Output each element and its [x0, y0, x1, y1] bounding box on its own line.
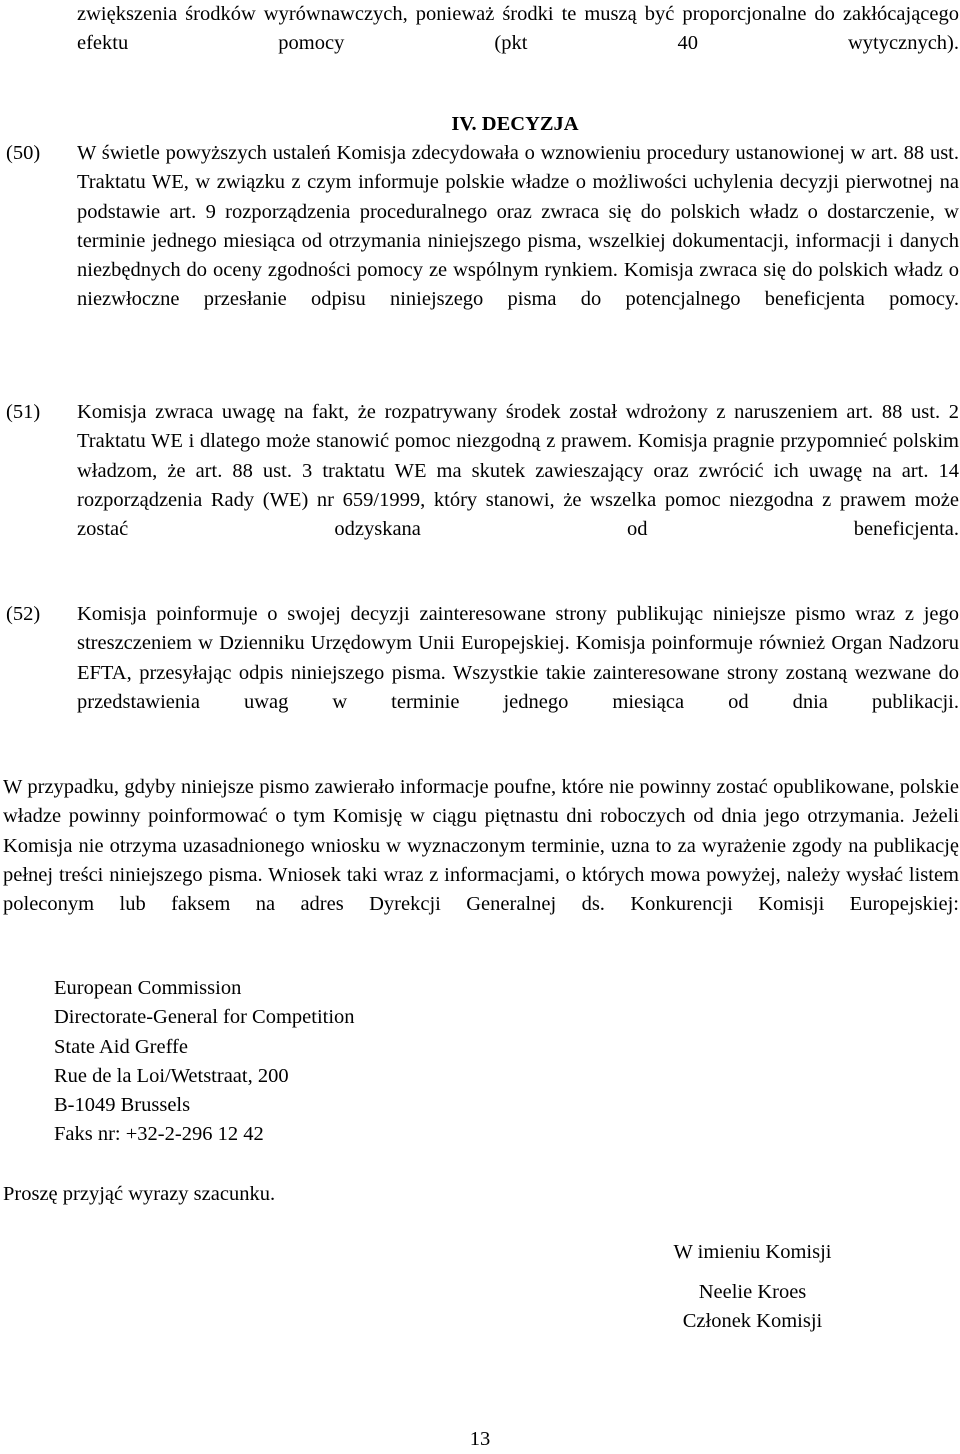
point-number: (51)	[6, 401, 41, 423]
point-text: W świetle powyższych ustaleń Komisja zdecydowała o wznowieniu procedury ustanowionej w art. 88 ust. Traktatu WE, w związku z czym informuje polskie władze o możliwości uchylenia decyzji pierwotnej na podstawie art. 9 rozporządzenia proceduralnego oraz zwraca się do polskich władz o dostarczenie, w terminie jednego miesiąca od otrzymania niniejszego pisma, wszelkiej dokumentacji, informacji i danych niezbędnych do oceny zgodności pomocy ze wspólnym rynkiem. Komisja zwraca się do polskich władz o niezwłoczne przesłanie odpisu niniejszego pisma do potencjalnego beneficjenta pomocy.	[77, 142, 959, 311]
address-line: State Aid Greffe	[54, 1035, 188, 1058]
point-number: (52)	[6, 603, 41, 625]
address-block	[54, 974, 654, 1150]
signature-name: Neelie Kroes	[698, 1281, 807, 1303]
greeting: Proszę przyjąć wyrazy szacunku.	[3, 1183, 276, 1205]
address-line: European Commission	[54, 977, 242, 999]
closing-paragraph: W przypadku, gdyby niniejsze pismo zawierało informacje poufne, które nie powinny zostać opublikowane, polskie władze powinny poinformować o tym Komisję w ciągu piętnastu dni roboczych od dnia jego otrzymania. Jeżeli Komisja nie otrzyma uzasadnionego wniosku w wyznaczonym terminie, uzna to za wyrażenie zgody na publikację pełnej treści niniejszego pisma. Wniosek taki wraz z informacjami, o których mowa powyżej, należy wysłać listem poleconym lub faksem na adres Dyrekcji Generalnej ds. Konkurencji Komisji Europejskiej:	[3, 776, 959, 916]
point-number: (50)	[6, 142, 41, 164]
signature-title: Członek Komisji	[682, 1310, 823, 1332]
section-heading: IV. DECYZJA	[451, 113, 579, 135]
address-line: Faks nr: +32-2-296 12 42	[54, 1123, 264, 1146]
address-line: Rue de la Loi/Wetstraat, 200	[54, 1064, 289, 1087]
signature-on-behalf: W imieniu Komisji	[673, 1241, 832, 1263]
page-number: 13	[469, 1428, 491, 1450]
point-text: Komisja poinformuje o swojej decyzji zainteresowane strony publikując niniejsze pismo wraz z jego streszczeniem w Dzienniku Urzędowym Unii Europejskiej. Komisja poinformuje również Organ Nadzoru EFTA, przesyłając odpis niniejszego pisma. Wszystkie takie zainteresowane strony zostaną wezwane do przedstawienia uwag w terminie jednego miesiąca od dnia publikacji.	[77, 603, 959, 713]
address-line: B-1049 Brussels	[54, 1094, 191, 1117]
point-text: Komisja zwraca uwagę na fakt, że rozpatrywany środek został wdrożony z naruszeniem art. 88 ust. 2 Traktatu WE i dlatego może stanowić pomoc niezgodną z prawem. Komisja pragnie przypomnieć polskim władzom, że art. 88 ust. 3 traktatu WE ma skutek zawieszający oraz zwrócić ich uwagę na art. 14 rozporządzenia Rady (WE) nr 659/1999, który stanowi, że wszelka pomoc niezgodna z prawem może zostać odzyskana od beneficjenta.	[77, 401, 959, 541]
address-line: Directorate-General for Competition	[54, 1006, 355, 1029]
top-paragraph: zwiększenia środków wyrównawczych, ponieważ środki te muszą być proporcjonalne do zakłócającego efektu pomocy (pkt 40 wytycznych).	[77, 3, 959, 55]
